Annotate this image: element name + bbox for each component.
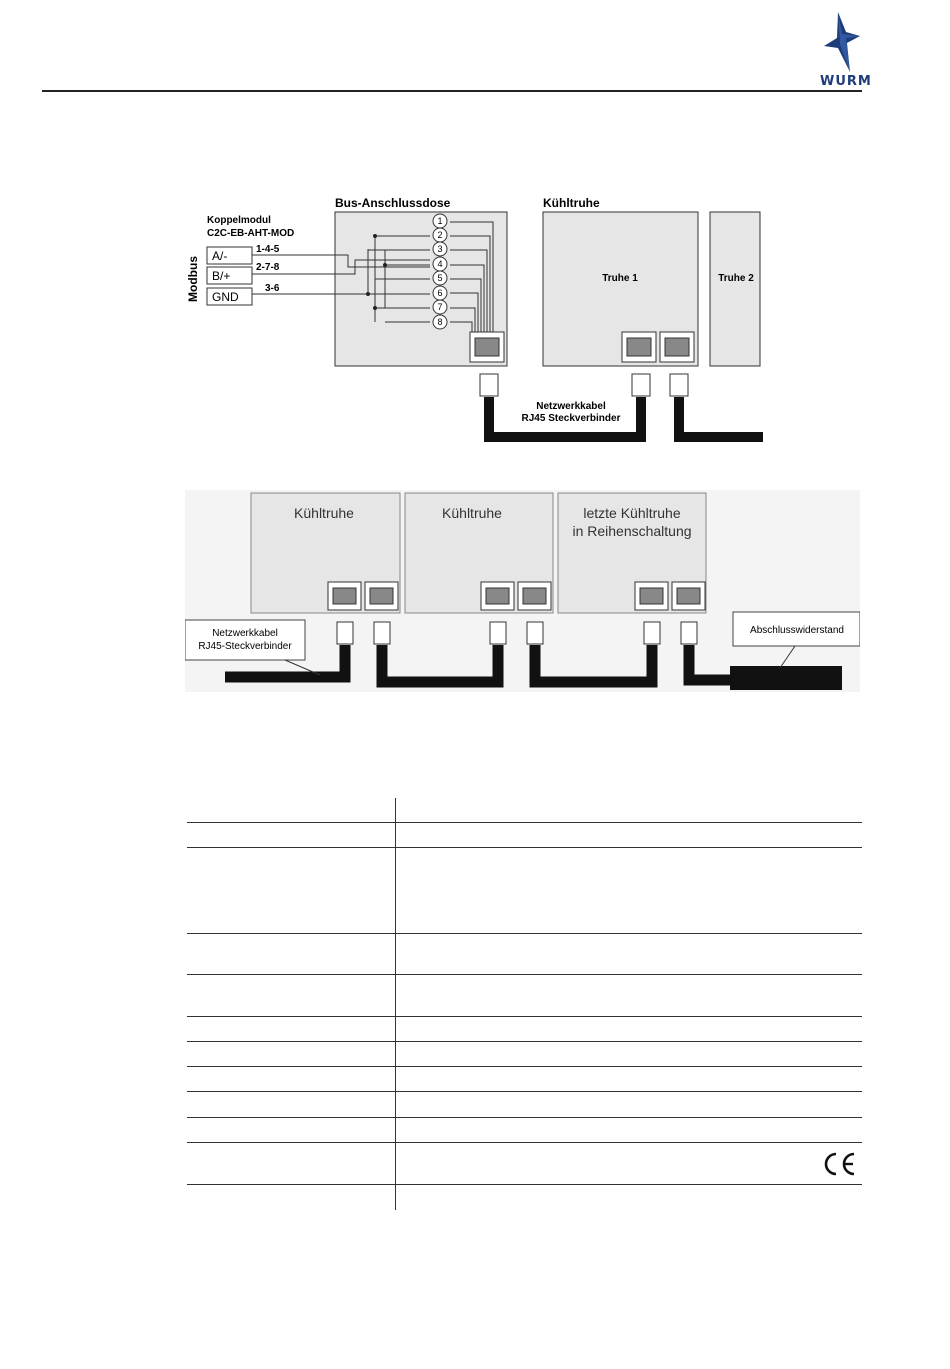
terminator-label: Abschlusswiderstand (750, 625, 844, 636)
pin-4: 4 (437, 259, 443, 269)
chest2-label: Truhe 2 (718, 273, 754, 284)
pin-8: 8 (437, 317, 443, 327)
terminal-gnd: GND (212, 290, 239, 304)
table-row (187, 1041, 862, 1042)
pin-group-2: 2-7-8 (256, 262, 280, 273)
brand-logo (816, 10, 872, 90)
chest-a-title: Kühltruhe (294, 505, 354, 521)
table-row (187, 847, 862, 848)
ce-mark-icon (821, 1151, 857, 1177)
table-row (187, 822, 862, 823)
wurm-logo-icon (816, 10, 866, 75)
module-title-2: C2C-EB-AHT-MOD (207, 228, 295, 239)
cable2-label-1: Netzwerkkabel (212, 628, 278, 639)
pin-5: 5 (437, 273, 443, 283)
chest-c-title-1: letzte Kühltruhe (583, 505, 681, 521)
table-row (187, 1117, 862, 1118)
wiring-diagram (185, 192, 765, 447)
chest-c-title-2: in Reihenschaltung (572, 523, 692, 539)
chest-b-title: Kühltruhe (442, 505, 502, 521)
table-row (187, 1142, 862, 1143)
cable2-label-2: RJ45-Steckverbinder (198, 641, 292, 652)
table-column-divider (395, 798, 396, 1210)
chest1-label: Truhe 1 (602, 273, 638, 284)
cable-label-2: RJ45 Steckverbinder (521, 413, 621, 424)
table-row (187, 1066, 862, 1067)
pin-7: 7 (437, 302, 443, 312)
modbus-label: Modbus (186, 256, 200, 302)
pin-group-3: 3-6 (265, 283, 280, 294)
module-title-1: Koppelmodul (207, 215, 271, 226)
header-rule (42, 90, 862, 92)
table-row (187, 1091, 862, 1092)
socket-title: Bus-Anschlussdose (335, 196, 451, 210)
pin-group-1: 1-4-5 (256, 244, 280, 255)
table-row (187, 974, 862, 975)
spec-table (187, 798, 862, 1210)
cable-label-1: Netzwerkkabel (536, 401, 606, 412)
pin-2: 2 (437, 230, 443, 240)
table-row (187, 933, 862, 934)
pin-1: 1 (437, 216, 443, 226)
pin-3: 3 (437, 244, 443, 254)
pin-6: 6 (437, 288, 443, 298)
table-row (187, 1016, 862, 1017)
table-row (187, 1184, 862, 1185)
brand-name: WURM (820, 74, 872, 89)
terminal-a: A/- (212, 249, 228, 263)
terminal-b: B/+ (212, 269, 231, 283)
chest-title: Kühltruhe (543, 196, 600, 210)
daisy-chain-diagram (185, 490, 860, 692)
